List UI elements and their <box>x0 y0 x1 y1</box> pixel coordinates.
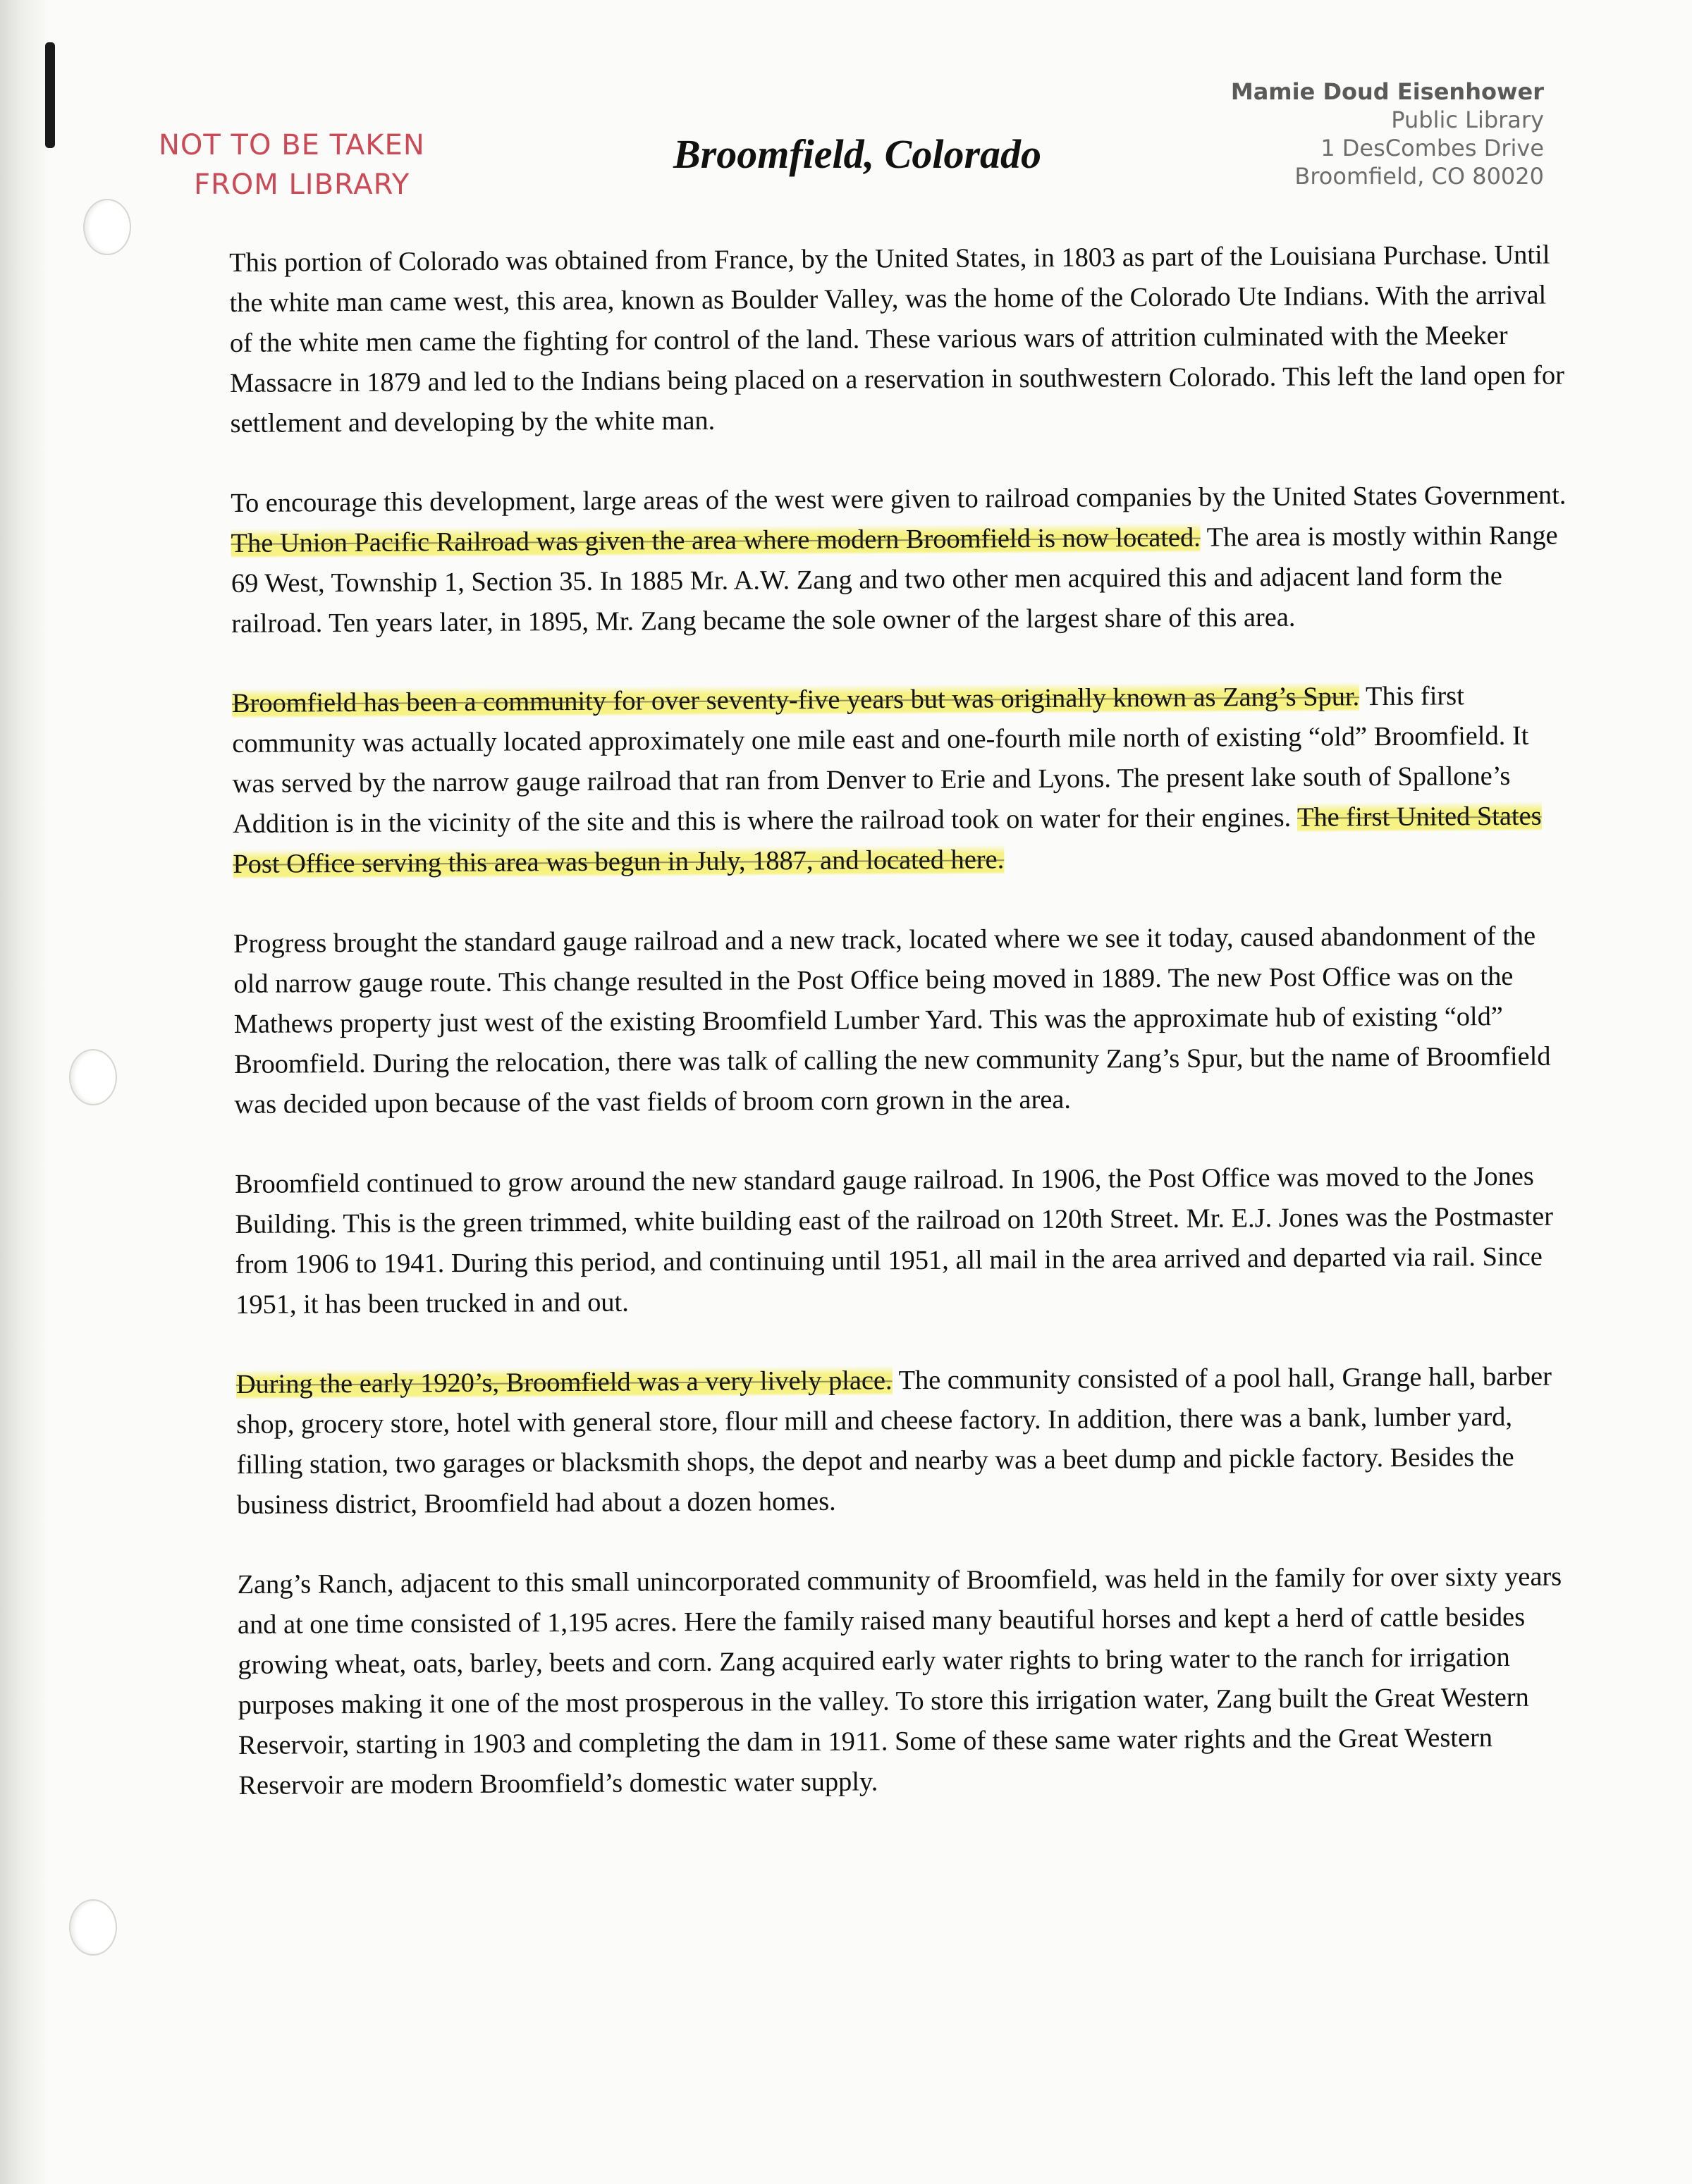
stamp-line-2: FROM LIBRARY <box>194 168 410 201</box>
paragraph-zangs-spur <box>232 675 1573 885</box>
scan-edge-mark <box>45 42 55 148</box>
library-street: 1 DesCombes Drive <box>1320 135 1544 161</box>
paragraph-jones-building: Broomfield continued to grow around the new standard gauge railroad. In 1906, the Post Office was moved to the Jones Building. This is the green trimmed, white building east of the railroad on 120th Street. Mr. E.J. Jones was the Postmaster from 1906 to 1941. During this period, and continuing until 1951, all mail in the area arrived and departed via rail. Since 1951, it has been trucked in and out. <box>235 1161 1554 1320</box>
paragraph-text: To encourage this development, large areas of the west were given to railroad companies by the United States Government. <box>231 480 1567 518</box>
paragraph-1920s <box>236 1356 1576 1526</box>
paragraph-railroad-grant <box>231 475 1571 644</box>
paragraph-zangs-ranch: Zang’s Ranch, adjacent to this small unincorporated community of Broomfield, was held in the family for over sixty years and at one time consisted of 1,195 acres. Here the family raised many beautiful horses and kept a herd of cattle besides growing wheat, oats, barley, beets and corn. Zang acquired early water rights to bring water to the ranch for irrigation purposes making it one of the most prosperous in the valley. To store this irrigation water, Zang built the Great Western Reservoir, starting in 1903 and completing the dam in 1911. Some of these same water rights and the Great Western Reservoir are modern Broomfield’s domestic water supply. <box>237 1562 1562 1800</box>
page-title: Broomfield, Colorado <box>673 131 1042 177</box>
not-to-be-taken-stamp <box>159 125 425 204</box>
highlighted-text: Broomfield has been a community for over seventy-five years but was originally known as Zang’s Spur. <box>231 682 1360 718</box>
paragraph-louisiana-purchase: This portion of Colorado was obtained from France, by the United States, in 1803 as part of the Louisiana Purchase. Until the white man came west, this area, known as Boulder Valley, was the home of the Colorado Ute Indians. With the arrival of the white men came the fighting for control of the land. These various wars of attrition culminated with the Meeker Massacre in 1879 and led to the Indians being placed on a reservation in southwestern Colorado. This left the land open for settlement and developing by the white man. <box>229 240 1565 438</box>
library-type: Public Library <box>1391 106 1544 133</box>
punch-hole-bottom <box>69 1899 117 1956</box>
highlighted-text: The Union Pacific Railroad was given the area where modern Broomfield is now located. <box>231 522 1201 558</box>
highlighted-text: The first United States Post Office serving this area was begun in July, 1887, and located here. <box>233 801 1542 879</box>
library-name: Mamie Doud Eisenhower <box>1230 78 1544 105</box>
paragraph-text: The community consisted of a pool hall, Grange hall, barber shop, grocery store, hotel with general store, flour mill and cheese factory. In addition, there was a bank, lumber yard, filling station, two garages or blacksmith shops, the depot and nearby was a beet dump and pickle factory. Besides the business district, Broomfield had about a dozen homes. <box>236 1361 1552 1520</box>
paragraph-standard-gauge: Progress brought the standard gauge railroad and a new track, located where we see it today, caused abandonment of the old narrow gauge route. This change resulted in the Post Office being moved in 1889. The new Post Office was on the Mathews property just west of the existing Broomfield Lumber Yard. This was the approximate hub of existing “old” Broomfield. During the relocation, there was talk of calling the new community Zang’s Spur, but the name of Broomfield was decided upon because of the vast fields of broom corn grown in the area. <box>233 921 1551 1119</box>
library-city: Broomfield, CO 80020 <box>1294 163 1544 190</box>
library-address-stamp <box>1191 78 1544 190</box>
punch-hole-top <box>83 199 131 255</box>
punch-hole-middle <box>69 1049 117 1105</box>
paragraph-text: This first community was actually located approximately one mile east and one-fourth mile north of existing “old” Broomfield. It was served by the narrow gauge railroad that ran from Denver to Erie and Lyons. The present lake south of Spallone’s Addition is in the vicinity of the site and this is where the railroad took on water for their engines. <box>232 681 1529 839</box>
highlighted-text: During the early 1920’s, Broomfield was a very lively place. <box>235 1366 893 1399</box>
stamp-line-1: NOT TO BE TAKEN <box>159 129 425 161</box>
document-body <box>229 235 1578 1846</box>
scan-edge-shadow <box>0 0 49 2184</box>
paragraph-text: The area is mostly within Range 69 West, Township 1, Section 35. In 1885 Mr. A.W. Zang and two other men acquired this and adjacent land form the railroad. Ten years later, in 1895, Mr. Zang became the sole owner of the largest share of this area. <box>231 520 1558 639</box>
